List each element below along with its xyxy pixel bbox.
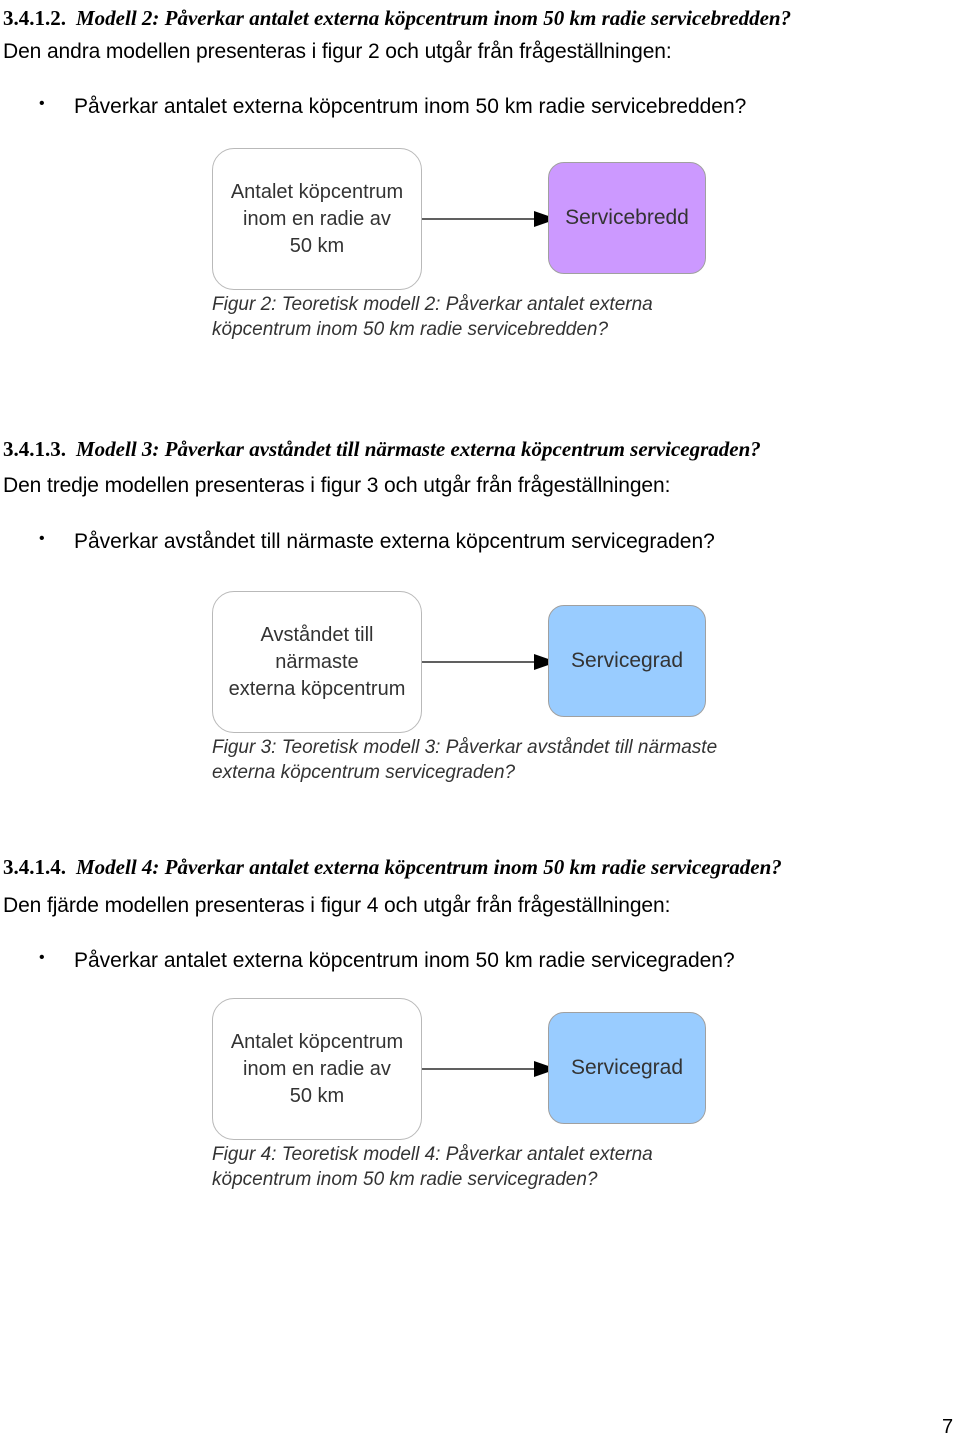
bullet-dot-icon: •: [39, 949, 45, 966]
bullet-dot-icon: •: [39, 95, 45, 112]
bullet-item: [39, 530, 715, 554]
arrow-right-icon: [422, 1058, 557, 1080]
figure-caption: Figur 4: Teoretisk modell 4: Påverkar antalet externa köpcentrum inom 50 km radie servicegraden?: [212, 1144, 653, 1190]
section-number: 3.4.1.2.: [3, 6, 66, 30]
section-heading-3-4-1-3: [3, 437, 761, 462]
figure-target-box: Servicegrad: [548, 1012, 706, 1124]
bullet-item: [39, 95, 747, 119]
figure-target-box: Servicebredd: [548, 162, 706, 274]
section-heading-3-4-1-4: [3, 855, 782, 880]
section-intro: Den tredje modellen presenteras i figur 3 och utgår från frågeställningen:: [3, 474, 671, 497]
figure-4: [212, 998, 712, 1198]
arrow-right-icon: [422, 651, 557, 673]
bullet-text: Påverkar antalet externa köpcentrum inom 50 km radie servicegraden?: [74, 949, 735, 972]
page-number: 7: [942, 1416, 954, 1438]
figure-3: [212, 591, 718, 791]
bullet-item: [39, 949, 735, 973]
section-title: Modell 2: Påverkar antalet externa köpcentrum inom 50 km radie servicebredden?: [76, 6, 792, 30]
section-intro: Den fjärde modellen presenteras i figur 4 och utgår från frågeställningen:: [3, 894, 671, 917]
figure-caption: Figur 2: Teoretisk modell 2: Påverkar antalet externa köpcentrum inom 50 km radie servicebredden?: [212, 294, 653, 340]
bullet-text: Påverkar avståndet till närmaste externa köpcentrum servicegraden?: [74, 530, 715, 553]
figure-source-box: Antalet köpcentrum inom en radie av 50 km: [212, 148, 422, 290]
section-title: Modell 3: Påverkar avståndet till närmaste externa köpcentrum servicegraden?: [76, 437, 761, 461]
section-number: 3.4.1.4.: [3, 855, 66, 879]
figure-source-box: Antalet köpcentrum inom en radie av 50 km: [212, 998, 422, 1140]
bullet-dot-icon: •: [39, 530, 45, 547]
bullet-text: Påverkar antalet externa köpcentrum inom 50 km radie servicebredden?: [74, 95, 747, 118]
figure-2: [212, 148, 712, 348]
arrow-right-icon: [422, 208, 557, 230]
section-number: 3.4.1.3.: [3, 437, 66, 461]
figure-target-box: Servicegrad: [548, 605, 706, 717]
section-title: Modell 4: Påverkar antalet externa köpcentrum inom 50 km radie servicegraden?: [76, 855, 782, 879]
section-intro: Den andra modellen presenteras i figur 2 och utgår från frågeställningen:: [3, 40, 672, 63]
figure-caption: Figur 3: Teoretisk modell 3: Påverkar avståndet till närmaste externa köpcentrum servicegraden?: [212, 737, 718, 783]
figure-source-box: Avståndet till närmaste externa köpcentrum: [212, 591, 422, 733]
section-heading-3-4-1-2: [3, 6, 791, 31]
